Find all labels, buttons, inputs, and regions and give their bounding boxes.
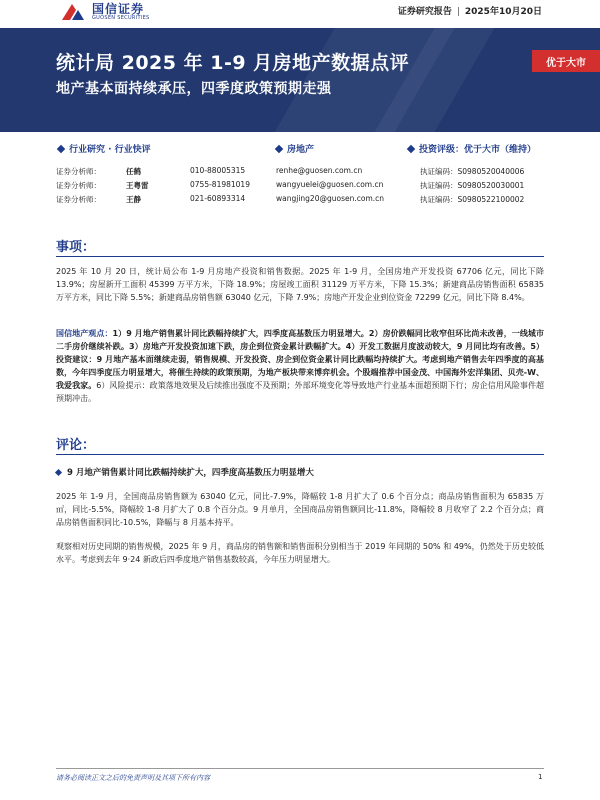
comments-section-title: 评论： <box>56 438 96 453</box>
logo-chinese: 国信证券 <box>92 2 145 16</box>
comments-paragraph-1: 2025 年 1-9 月，全国商品房销售额为 63040 亿元，同比-7.9%，降幅较 1-8 月扩大了 0.6 个百分点；商品房销售面积为 65835 万㎡，同比-5.5%，降幅较 1-8 月扩大了 0.8 个百分点。9 月单月，全国商品房销售额同比-11.8%，降幅较 8 月收窄了 2.2 个百分点；商品房销售面积同比-10.5%，降幅与 8 月基本持平。 <box>56 492 544 527</box>
events-section-title: 事项： <box>56 240 96 255</box>
category-sector-label: 房地产 <box>287 145 315 155</box>
analyst-phone: 021-60893314 <box>190 194 246 203</box>
rating-tag: 优于大市 <box>532 50 600 72</box>
category-industry-label: 行业研究 · 行业快评 <box>69 145 151 155</box>
diamond-icon <box>275 144 283 152</box>
analyst-table <box>56 166 556 208</box>
report-meta <box>398 4 542 17</box>
comments-bullet <box>56 466 314 478</box>
disclaimer-note: 请务必阅读正文之后的免责声明及其项下所有内容 <box>56 774 210 782</box>
analyst-name: 王静 <box>126 195 141 204</box>
guosen-view-risk: 6）风险提示：政策落地效果及后续推出强度不及预期；外部环境变化等导致地产行业基本面超预期下行；房企信用风险事件超预期冲击。 <box>56 381 544 403</box>
report-title: 统计局 2025 年 1-9 月房地产数据点评 <box>56 52 410 74</box>
guosen-view-body: 1）9 月地产销售累计同比跌幅持续扩大，四季度高基数压力明显增大。2）房价跌幅同比收窄但环比尚未改善，一线城市二手房价继续补跌。3）房地产开发投资加速下跌，房企到位资金累计跌幅扩大。4）开发工数据月度波动较大，9 月同比均有改善。5）投资建议：9 月地产基本面继续走弱，销售规模、开发投资、房企到位资金累计同比跌幅均持续扩大。考虑到地产销售去年四季度的高基数，今年四季度压力明显增大，将催生持续的政策预期，为地产板块带来博弈机会。个股端推荐中国金茂、中国海外宏洋集团、贝壳-W、我爱我家。 <box>56 329 544 390</box>
analyst-name: 王粤雷 <box>126 181 149 190</box>
analyst-phone: 0755-81981019 <box>190 180 250 189</box>
comments-paragraph-2: 观察相对历史同期的销售规模，2025 年 9 月，商品房的销售额和销售面积分别相当于 2019 年同期的 50% 和 49%，仍然处于历史较低水平。考虑到去年 9·24 新政后四季度地产销售基数较高，今年压力明显增大。 <box>56 542 544 564</box>
diamond-icon <box>57 144 65 152</box>
category-sector <box>276 142 314 155</box>
analyst-role: 证券分析师： <box>56 195 101 204</box>
footer-divider <box>56 768 544 769</box>
analyst-email[interactable]: wangyuelei@guosen.com.cn <box>276 180 384 189</box>
header-separator: | <box>456 7 460 17</box>
comments-bullet-text: 9 月地产销售累计同比跌幅持续扩大，四季度高基数压力明显增大 <box>67 468 314 478</box>
analyst-row <box>56 166 556 180</box>
analyst-row <box>56 180 556 194</box>
category-rating <box>408 142 536 155</box>
analyst-email[interactable]: renhe@guosen.com.cn <box>276 166 363 175</box>
diamond-icon <box>55 468 62 475</box>
analyst-cert: 执证编码：S0980520040006 <box>420 167 525 176</box>
analyst-phone: 010-88005315 <box>190 166 246 175</box>
category-rating-label: 投资评级：优于大市（维持） <box>419 145 537 155</box>
guosen-logo-icon <box>60 2 86 22</box>
report-type: 证券研究报告 <box>397 7 452 17</box>
analyst-cert: 执证编码：S0980520030001 <box>420 181 525 190</box>
category-industry <box>58 142 151 155</box>
logo-english: GUOSEN SECURITIES <box>92 15 150 21</box>
guosen-logo <box>60 0 150 24</box>
analyst-email[interactable]: wangjing20@guosen.com.cn <box>276 194 385 203</box>
events-divider <box>56 256 544 257</box>
report-subtitle: 地产基本面持续承压，四季度政策预期走强 <box>56 81 332 97</box>
comments-divider <box>56 454 544 455</box>
diamond-icon <box>407 144 415 152</box>
report-date: 2025年10月20日 <box>464 7 542 17</box>
analyst-role: 证券分析师： <box>56 181 101 190</box>
analyst-cert: 执证编码：S0980522100002 <box>420 195 525 204</box>
analyst-role: 证券分析师： <box>56 167 101 176</box>
page-number: 1 <box>538 773 543 781</box>
events-paragraph: 2025 年 10 月 20 日，统计局公布 1-9 月房地产投资和销售数据。2025 年 1-9 月，全国房地产开发投资 67706 亿元，同比下降 13.9%；房屋新开工面积 45399 万平方米，下降 18.9%；房屋竣工面积 31129 万平方米，下降 15.3%；新建商品房销售面积 65835 万平方米，同比下降 5.5%；新建商品房销售额 63040 亿元，下降 7.9%；房地产开发企业到位资金 72299 亿元，同比下降 8.4%。 <box>56 267 544 302</box>
analyst-name: 任鹤 <box>126 167 141 176</box>
guosen-view-paragraph <box>56 327 544 405</box>
guosen-view-label: 国信地产观点： <box>56 329 113 338</box>
top-header <box>0 0 600 28</box>
analyst-row <box>56 194 556 208</box>
